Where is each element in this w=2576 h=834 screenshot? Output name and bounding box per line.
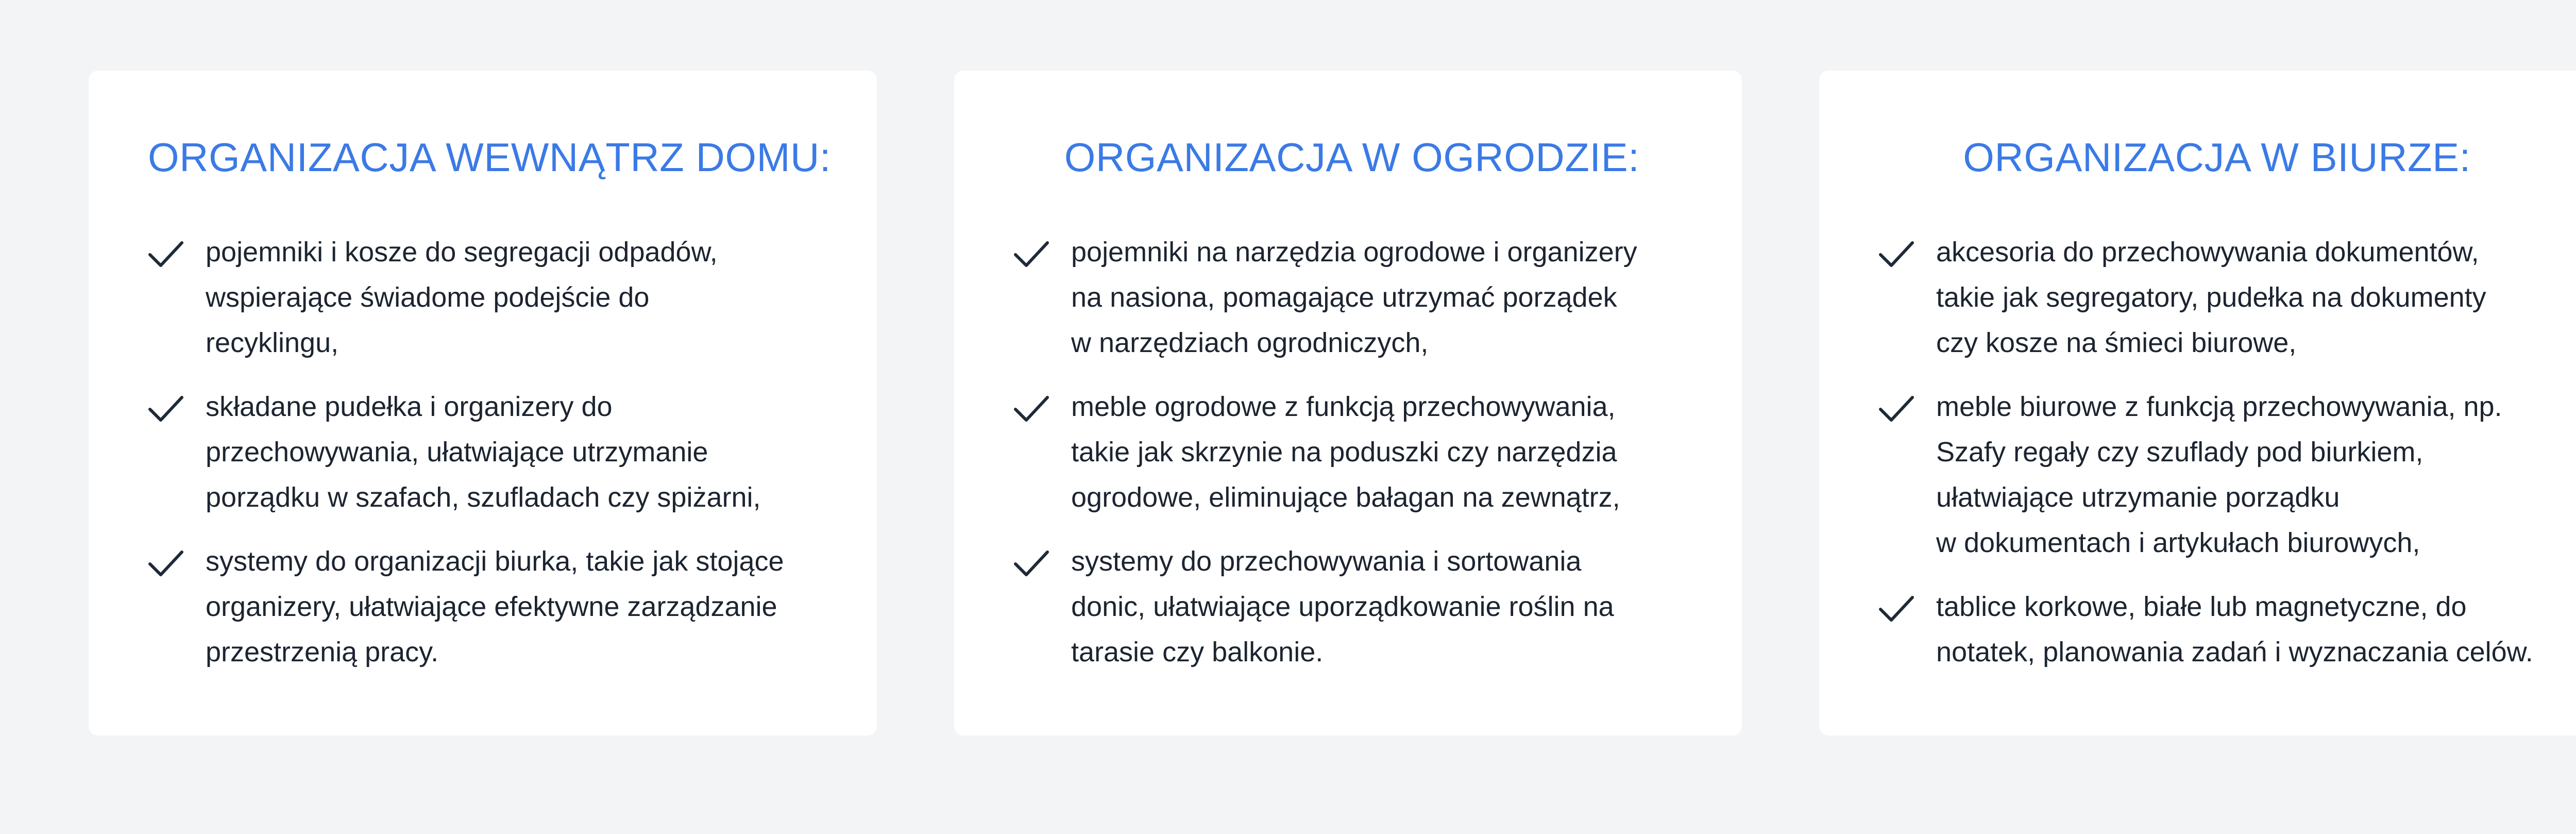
check-icon — [1878, 393, 1914, 424]
list-item — [148, 229, 825, 365]
check-icon — [1878, 593, 1914, 624]
list-item-text: systemy do przechowywania i sortowania donic, ułatwiające uporządkowanie roślin na tarasie czy balkonie. — [1071, 546, 1614, 668]
item-list — [148, 229, 825, 675]
list-item-text: pojemniki na narzędzia ogrodowe i organizery na nasiona, pomagające utrzymać porządek w narzędziach ogrodniczych, — [1071, 237, 1637, 358]
list-item-text: akcesoria do przechowywania dokumentów, takie jak segregatory, pudełka na dokumenty czy kosze na śmieci biurowe, — [1936, 237, 2486, 358]
check-icon — [1878, 239, 1914, 270]
card-garden-organization — [954, 71, 1742, 736]
check-icon — [1013, 393, 1049, 424]
list-item-text: pojemniki i kosze do segregacji odpadów, wspierające świadome podejście do recyklingu, — [206, 237, 718, 358]
list-item-text: systemy do organizacji biurka, takie jak stojące organizery, ułatwiające efektywne zarządzanie przestrzenią pracy. — [206, 546, 784, 668]
card-office-organization — [1819, 71, 2576, 736]
list-item — [148, 384, 825, 520]
list-item-text: tablice korkowe, białe lub magnetyczne, do notatek, planowania zadań i wyznaczania celów. — [1936, 591, 2533, 668]
check-icon — [1013, 239, 1049, 270]
list-item — [1878, 584, 2555, 675]
list-item-text: meble ogrodowe z funkcją przechowywania, takie jak skrzynie na poduszki czy narzędzia ogrodowe, eliminujące bałagan na zewnątrz, — [1071, 391, 1620, 513]
organization-cards — [89, 71, 2576, 736]
item-list — [1878, 229, 2555, 675]
card-title: ORGANIZACJA W BIURZE: — [1963, 135, 2471, 180]
list-item-text: składane pudełka i organizery do przechowywania, ułatwiające utrzymanie porządku w szafach, szufladach czy spiżarni, — [206, 391, 761, 513]
check-icon — [1013, 548, 1049, 579]
list-item-text: meble biurowe z funkcją przechowywania, np. Szafy regały czy szuflady pod biurkiem, ułatwiające utrzymanie porządku w dokumentach i artykułach biurowych, — [1936, 391, 2502, 558]
check-icon — [148, 239, 184, 270]
list-item — [1013, 229, 1690, 365]
card-home-organization — [89, 71, 877, 736]
card-title: ORGANIZACJA W OGRODZIE: — [1064, 135, 1640, 180]
list-item — [1878, 384, 2555, 565]
list-item — [1013, 539, 1690, 675]
list-item — [148, 539, 825, 675]
item-list — [1013, 229, 1690, 675]
list-item — [1878, 229, 2555, 365]
check-icon — [148, 393, 184, 424]
check-icon — [148, 548, 184, 579]
card-title: ORGANIZACJA WEWNĄTRZ DOMU: — [148, 135, 831, 180]
list-item — [1013, 384, 1690, 520]
